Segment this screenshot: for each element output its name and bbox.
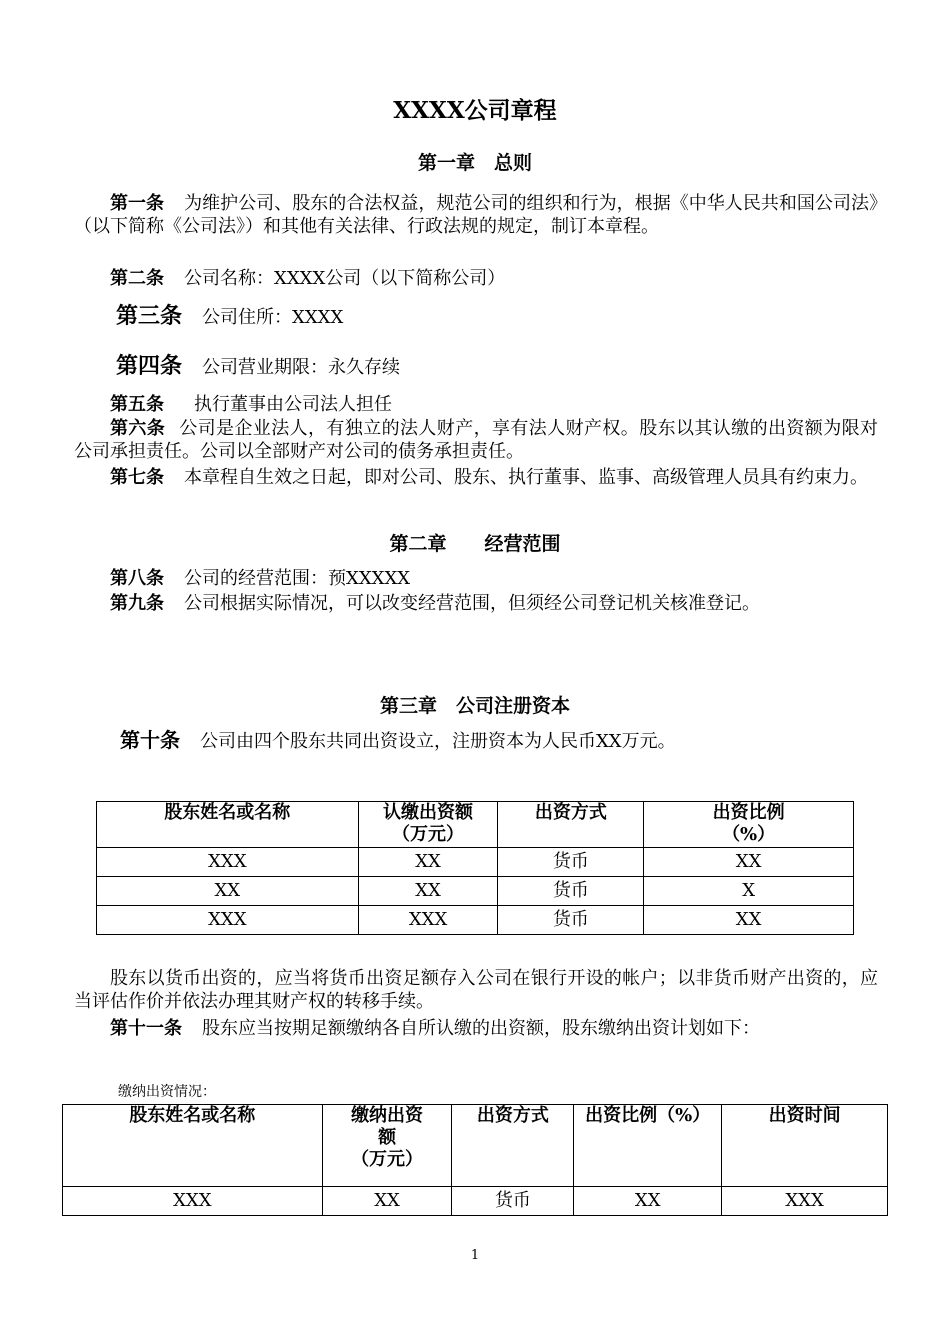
table-cell: 货币 (498, 906, 644, 935)
article-label: 第七条 (110, 467, 164, 488)
table-header-cell: 出资比例（%） (574, 1105, 722, 1187)
article-9 (74, 592, 878, 615)
chapter-2-heading: 第二章 经营范围 (389, 533, 561, 555)
table-row (97, 877, 854, 906)
table-cell: XX (574, 1187, 722, 1216)
article-label: 第十条 (120, 728, 180, 752)
article-text: 公司由四个股东共同出资设立，注册资本为人民币XX万元。 (200, 731, 676, 752)
article-text: 公司住所：XXXX (202, 307, 344, 328)
paid-capital-table (62, 1104, 888, 1216)
chapter-1-heading: 第一章 总则 (417, 152, 532, 174)
article-label: 第二条 (110, 268, 164, 289)
article-text: 公司营业期限：永久存续 (202, 357, 401, 378)
article-7 (74, 466, 878, 489)
table-header-row (97, 802, 854, 848)
table-header-cell: 认缴出资额 （万元） (358, 802, 498, 848)
article-text: 公司根据实际情况，可以改变经营范围，但须经公司登记机关核准登记。 (184, 593, 760, 614)
table-cell: XX (358, 877, 498, 906)
article-label: 第一条 (110, 193, 165, 214)
table-row (97, 848, 854, 877)
table-header-cell: 出资方式 (498, 802, 644, 848)
table-cell: XX (97, 877, 359, 906)
table-header-row (63, 1105, 888, 1187)
article-4 (80, 355, 884, 379)
table-cell: XX (644, 906, 854, 935)
article-label: 第三条 (116, 303, 183, 329)
article-label: 第四条 (116, 353, 183, 379)
table-cell: XXX (722, 1187, 888, 1216)
table-cell: XXX (358, 906, 498, 935)
article-text: 公司名称：XXXX公司（以下简称公司） (184, 268, 506, 289)
table-row (63, 1187, 888, 1216)
table-cell: XX (644, 848, 854, 877)
table-header-cell: 出资方式 (452, 1105, 574, 1187)
table2-caption: 缴纳出资情况： (118, 1084, 216, 1100)
table-row (97, 906, 854, 935)
article-6 (74, 417, 878, 463)
chapter-3-heading: 第三章 公司注册资本 (379, 695, 570, 717)
table-header-cell: 股东姓名或名称 (63, 1105, 323, 1187)
article-5 (74, 393, 878, 416)
table-cell: X (644, 877, 854, 906)
article-label: 第六条 (110, 418, 166, 439)
table-header-cell: 出资比例 （%） (644, 802, 854, 848)
article-label: 第五条 (110, 394, 164, 415)
article-text: 执行董事由公司法人担任 (194, 394, 392, 415)
article-10 (84, 729, 888, 753)
table-cell: 货币 (498, 877, 644, 906)
article-3 (80, 305, 884, 329)
article-label: 第九条 (110, 593, 164, 614)
table-cell: XXX (97, 848, 359, 877)
article-text: 本章程自生效之日起，即对公司、股东、执行董事、监事、高级管理人员具有约束力。 (184, 467, 868, 488)
table-cell: XXX (63, 1187, 323, 1216)
table-cell: 货币 (498, 848, 644, 877)
article-1 (74, 192, 878, 238)
table-cell: 货币 (452, 1187, 574, 1216)
article-text: 为维护公司、股东的合法权益，规范公司的组织和行为，根据《中华人民共和国公司法》（以下简称《公司法》）和其他有关法律、行政法规的规定，制订本章程。 (74, 193, 879, 237)
article-label: 第十一条 (110, 1018, 182, 1039)
page-number: 1 (470, 1248, 480, 1263)
article-11 (74, 1017, 878, 1040)
article-8 (74, 567, 878, 590)
article-text: 公司是企业法人，有独立的法人财产，享有法人财产权。股东以其认缴的出资额为限对公司承担责任。公司以全部财产对公司的债务承担责任。 (74, 418, 878, 462)
subscribed-capital-table (96, 801, 854, 935)
article-text: 公司的经营范围：预XXXXX (184, 568, 411, 589)
table-cell: XX (322, 1187, 452, 1216)
capital-note-paragraph: 股东以货币出资的，应当将货币出资足额存入公司在银行开设的帐户；以非货币财产出资的，应当评估作价并依法办理其财产权的转移手续。 (74, 968, 878, 1012)
table-cell: XXX (97, 906, 359, 935)
article-2 (74, 267, 878, 290)
table-cell: XX (358, 848, 498, 877)
table-header-cell: 缴纳出资 额 （万元） (322, 1105, 452, 1187)
table-header-cell: 出资时间 (722, 1105, 888, 1187)
table-header-cell: 股东姓名或名称 (97, 802, 359, 848)
article-label: 第八条 (110, 568, 164, 589)
document-title: XXXX公司章程 (393, 97, 557, 124)
article-text: 股东应当按期足额缴纳各自所认缴的出资额，股东缴纳出资计划如下： (202, 1018, 760, 1039)
